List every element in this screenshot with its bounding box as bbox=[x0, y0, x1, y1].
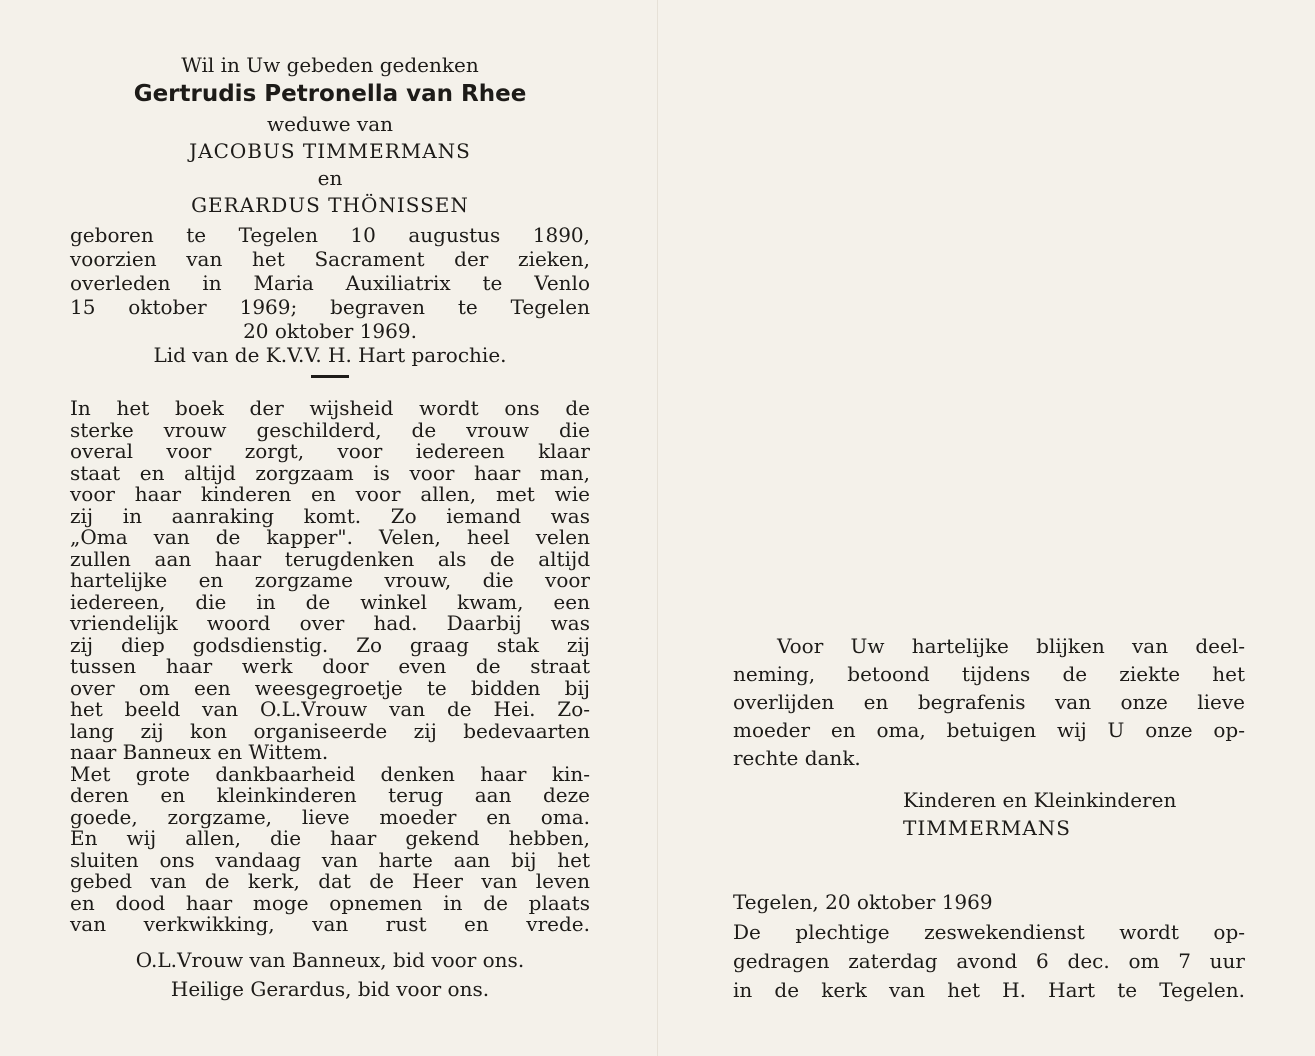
body-line: Met grote dankbaarheid denken haar kin- bbox=[70, 761, 590, 786]
bio-line: overleden in Maria Auxiliatrix te Venlo bbox=[70, 271, 590, 295]
body-line: tussen haar werk door even de straat bbox=[70, 654, 590, 678]
body-line: „Oma van de kapper". Velen, heel velen bbox=[70, 525, 590, 549]
body-line: naar Banneux en Wittem. bbox=[70, 740, 329, 764]
body-line: staat en altijd zorgzaam is voor haar man, bbox=[70, 460, 590, 485]
body-line: zij diep godsdienstig. Zo graag stak zij bbox=[70, 632, 590, 657]
bio-line: geboren te Tegelen 10 augustus 1890, bbox=[70, 223, 590, 247]
service-line: De plechtige zeswekendienst wordt op- bbox=[733, 920, 1245, 944]
body-line: het beeld van O.L.Vrouw van de Hei. Zo- bbox=[70, 697, 590, 721]
body-line: iedereen, die in de winkel kwam, een bbox=[70, 589, 590, 614]
thanks-text bbox=[733, 632, 1245, 772]
bio-line: Lid van de K.V.V. H. Hart parochie. bbox=[153, 343, 507, 367]
thanks-line: moeder en oma, betuigen wij U onze op- bbox=[733, 718, 1245, 742]
body-line: sluiten ons vandaag van harte aan bij het bbox=[70, 847, 590, 872]
body-line: lang zij kon organiseerde zij bedevaarten bbox=[70, 718, 590, 743]
body-line: hartelijke en zorgzame vrouw, die voor bbox=[70, 568, 590, 592]
body-line: sterke vrouw geschilderd, de vrouw die bbox=[70, 417, 590, 442]
widow-of-text: weduwe van bbox=[266, 112, 394, 136]
thanks-line: neming, betoond tijdens de ziekte het bbox=[733, 662, 1245, 686]
body-line: En wij allen, die haar gekend hebben, bbox=[70, 826, 590, 850]
service-notice bbox=[733, 918, 1245, 1005]
spouse-2: GERARDUS THÖNISSEN bbox=[191, 193, 469, 217]
service-line: gedragen zaterdag avond 6 dec. om 7 uur bbox=[733, 949, 1245, 973]
left-page bbox=[70, 52, 590, 1004]
and-text: en bbox=[317, 166, 343, 190]
body-line: van verkwikking, van rust en vrede. bbox=[70, 912, 590, 936]
thanks-line: Voor Uw hartelijke blijken van deel- bbox=[777, 634, 1245, 658]
body-line: overal voor zorgt, voor iedereen klaar bbox=[70, 439, 590, 463]
body-line: vriendelijk woord over had. Daarbij was bbox=[70, 611, 590, 635]
thanks-line: overlijden en begrafenis van onze lieve bbox=[733, 690, 1245, 714]
body-line: goede, zorgzame, lieve moeder en oma. bbox=[70, 804, 590, 829]
place-date: Tegelen, 20 oktober 1969 bbox=[733, 890, 993, 914]
deceased-name: Gertrudis Petronella van Rhee bbox=[133, 81, 527, 107]
body-line: gebed van de kerk, dat de Heer van leven bbox=[70, 869, 590, 893]
signature-family: Kinderen en Kleinkinderen bbox=[903, 788, 1177, 812]
thanks-line: rechte dank. bbox=[733, 746, 861, 770]
prayer-banneux: O.L.Vrouw van Banneux, bid voor ons. bbox=[135, 947, 525, 972]
bio-line: 20 oktober 1969. bbox=[243, 319, 417, 343]
body-line: zij in aanraking komt. Zo iemand was bbox=[70, 503, 590, 528]
signature-surname: TIMMERMANS bbox=[903, 816, 1071, 840]
right-page bbox=[733, 632, 1245, 1005]
divider bbox=[311, 375, 349, 378]
body-line: zullen aan haar terugdenken als de altijd bbox=[70, 546, 590, 571]
bio-line: 15 oktober 1969; begraven te Tegelen bbox=[70, 295, 590, 319]
body-line: deren en kleinkinderen terug aan deze bbox=[70, 783, 590, 807]
body-line: over om een weesgegroetje te bidden bij bbox=[70, 675, 590, 700]
bio-line: voorzien van het Sacrament der zieken, bbox=[70, 247, 590, 271]
fold-line bbox=[657, 0, 658, 1056]
body-line: In het boek der wijsheid wordt ons de bbox=[70, 396, 590, 420]
prayer-gerardus: Heilige Gerardus, bid voor ons. bbox=[170, 976, 490, 1001]
body-text bbox=[70, 398, 590, 936]
intro-text: Wil in Uw gebeden gedenken bbox=[181, 53, 479, 77]
service-line: in de kerk van het H. Hart te Tegelen. bbox=[733, 978, 1245, 1002]
body-line: voor haar kinderen en voor allen, met wie bbox=[70, 482, 590, 506]
body-line: en dood haar moge opnemen in de plaats bbox=[70, 890, 590, 915]
spouse-1: JACOBUS TIMMERMANS bbox=[189, 139, 471, 163]
bio-block bbox=[70, 223, 590, 367]
